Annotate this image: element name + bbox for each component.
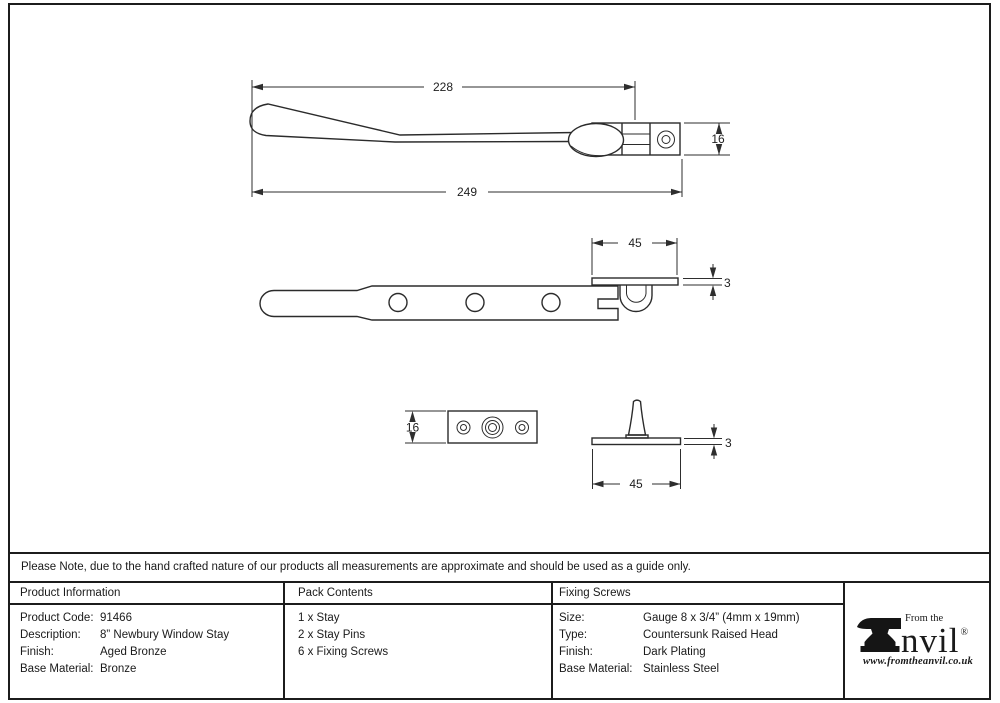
product-information-header: Product Information [8,583,283,605]
registered-mark: ® [960,626,969,638]
brand-column [843,583,991,700]
description-row [20,627,283,644]
screw-base-material-label: Base Material: [559,663,633,675]
screw-type-row [559,627,843,644]
drawing-stay-pin [592,400,732,491]
product-information-column [8,583,283,700]
finish-row [20,644,283,661]
screw-type-value: Countersunk Raised Head [643,629,778,641]
base-material-row [20,661,283,678]
pack-item-stay-pins: 2 x Stay Pins [298,629,366,641]
product-code-row [20,610,283,627]
pack-item-stay: 1 x Stay [298,612,340,624]
screw-finish-row [559,644,843,661]
dim-label-keep-16: 16 [405,420,420,435]
dim-label-249: 249 [456,185,478,199]
pack-contents-header: Pack Contents [285,583,551,605]
fixing-screws-header: Fixing Screws [553,583,843,605]
screw-finish-value: Dark Plating [643,646,706,658]
finish-label: Finish: [20,646,54,658]
spec-table [8,581,991,700]
drawing-side-view-closed [250,80,730,199]
brand-name [901,614,968,660]
measurement-note-text: Please Note, due to the hand crafted nature of our products all measurements are approximate and should be used as a guide only. [21,561,691,573]
screw-size-label: Size: [559,612,585,624]
base-material-label: Base Material: [20,663,94,675]
finish-value: Aged Bronze [100,646,167,658]
dim-label-228: 228 [432,80,454,94]
product-code-value: 91466 [100,612,132,624]
measurement-note [8,552,991,581]
anvil-icon [856,616,902,654]
screw-size-value: Gauge 8 x 3/4” (4mm x 19mm) [643,612,800,624]
dim-label-bracket-16: 16 [711,132,725,146]
screw-finish-label: Finish: [559,646,593,658]
screw-base-material-row [559,661,843,678]
description-value: 8” Newbury Window Stay [100,629,230,641]
pack-contents-column [283,583,551,700]
drawing-top-view-open [260,236,731,320]
brand-prefix: From the [905,612,944,624]
dim-label-plate-45: 45 [628,236,642,250]
brand-url: www.fromtheanvil.co.uk [863,655,973,667]
dim-label-pin-plate-3: 3 [725,436,732,450]
drawing-keep-plate [405,411,537,443]
product-code-label: Product Code: [20,612,94,624]
screw-size-row [559,610,843,627]
pack-item-fixing-screws: 6 x Fixing Screws [298,646,389,658]
dim-label-plate-3: 3 [724,276,731,290]
brand-name-text: nvil [901,620,960,660]
screw-type-label: Type: [559,629,588,641]
base-material-value: Bronze [100,663,137,675]
fixing-screws-column [551,583,843,700]
screw-base-material-value: Stainless Steel [643,663,720,675]
dim-label-pin-plate-45: 45 [629,477,643,491]
from-the-anvil-logo [856,613,980,671]
description-label: Description: [20,629,81,641]
